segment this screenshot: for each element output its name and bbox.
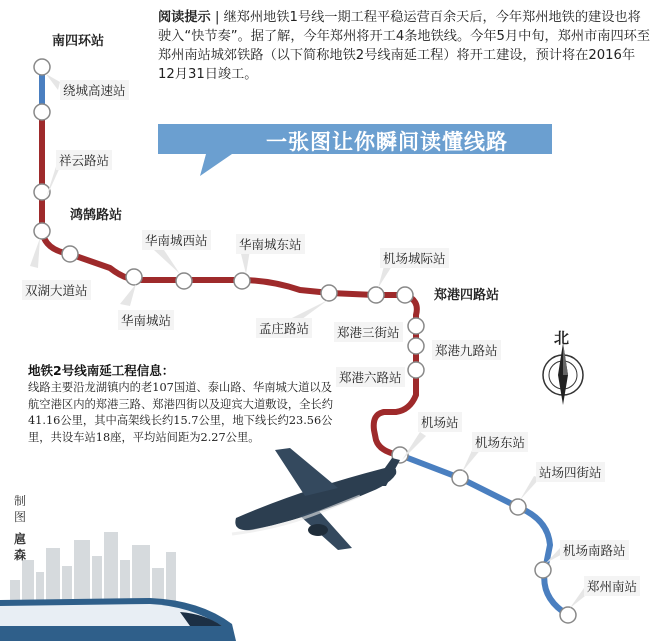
station-marker [34,184,50,200]
station-label-s19: 郑州南站 [584,576,640,596]
label-pointer [154,250,180,274]
label-pointer [402,432,426,460]
station-label-s1: 南四环站 [52,34,105,49]
station-label-s2: 绕城高速站 [60,80,129,100]
station-marker [408,338,424,354]
label-pointer [30,238,40,268]
station-marker [321,285,337,301]
north-label: 北 [554,329,570,347]
station-marker [34,223,50,239]
credit-char-4: 森 [14,548,27,562]
credit-char-3: 扈 [14,532,27,546]
station-label-s10: 机场城际站 [380,248,449,268]
station-marker [62,246,78,262]
station-label-s16: 机场东站 [472,432,528,452]
station-marker [126,269,142,285]
station-marker [408,318,424,334]
station-marker [510,499,526,515]
station-marker [408,362,424,378]
station-label-s17: 站场四街站 [536,462,605,482]
label-pointer [46,74,60,90]
info-title: 地铁2号线南延工程信息： [28,363,175,378]
station-label-s18: 机场南路站 [560,540,629,560]
credit-char-2: 图 [14,510,27,524]
label-pointer [120,284,136,306]
station-label-s9: 孟庄路站 [256,318,312,338]
station-label-s5: 双湖大道站 [22,280,91,300]
station-marker [535,562,551,578]
banner-title: 一张图让你瞬间读懂线路 [266,130,508,154]
station-label-s3: 祥云路站 [56,150,112,170]
train-illustration [0,598,236,641]
label-pointer [378,266,392,288]
airplane-illustration [232,448,400,550]
station-marker [397,287,413,303]
intro-separator: | [210,10,224,25]
station-marker [368,287,384,303]
intro-lead: 阅读提示 [158,10,211,25]
station-marker [560,607,576,623]
station-label-s14: 郑港六路站 [336,367,405,387]
info-body: 线路主要沿龙湖镇内的老107国道、泰山路、华南城大道以及航空港区内的郑港三路、郑港四街以及迎宾大道敷设，全长约41.16公里，其中高架线长约15.7公里，地下线长约23.56公里，共设车站18座，平均站间距为2.27公里。 [28,381,334,444]
station-label-s15: 机场站 [418,412,462,432]
station-label-s12: 郑港三街站 [334,322,403,342]
credit-char-1: 制 [14,494,27,508]
station-marker [34,104,50,120]
station-label-s8: 华南城东站 [236,234,305,254]
station-marker [234,273,250,289]
station-label-s4: 鸿鹄路站 [70,208,123,223]
station-marker [176,273,192,289]
station-label-s13: 郑港九路站 [432,340,501,360]
station-label-s11: 郑港四路站 [434,288,500,303]
station-marker [452,470,468,486]
station-label-s7: 华南城站 [118,310,174,330]
intro-paragraph [158,8,650,84]
station-label-s6: 华南城西站 [142,230,211,250]
intro-text: 继郑州地铁1号线一期工程平稳运营百余天后，今年郑州地铁的建设也将驶入“快节奏”。据了解，今年郑州将开工4条地铁线。今年5月中旬，郑州市南四环至郑州南站城郊铁路（以下简称地铁2号线南延工程）将开工建设，预计将在2016年12月31日竣工。 [158,10,651,82]
station-marker [34,59,50,75]
compass-icon [543,343,583,405]
